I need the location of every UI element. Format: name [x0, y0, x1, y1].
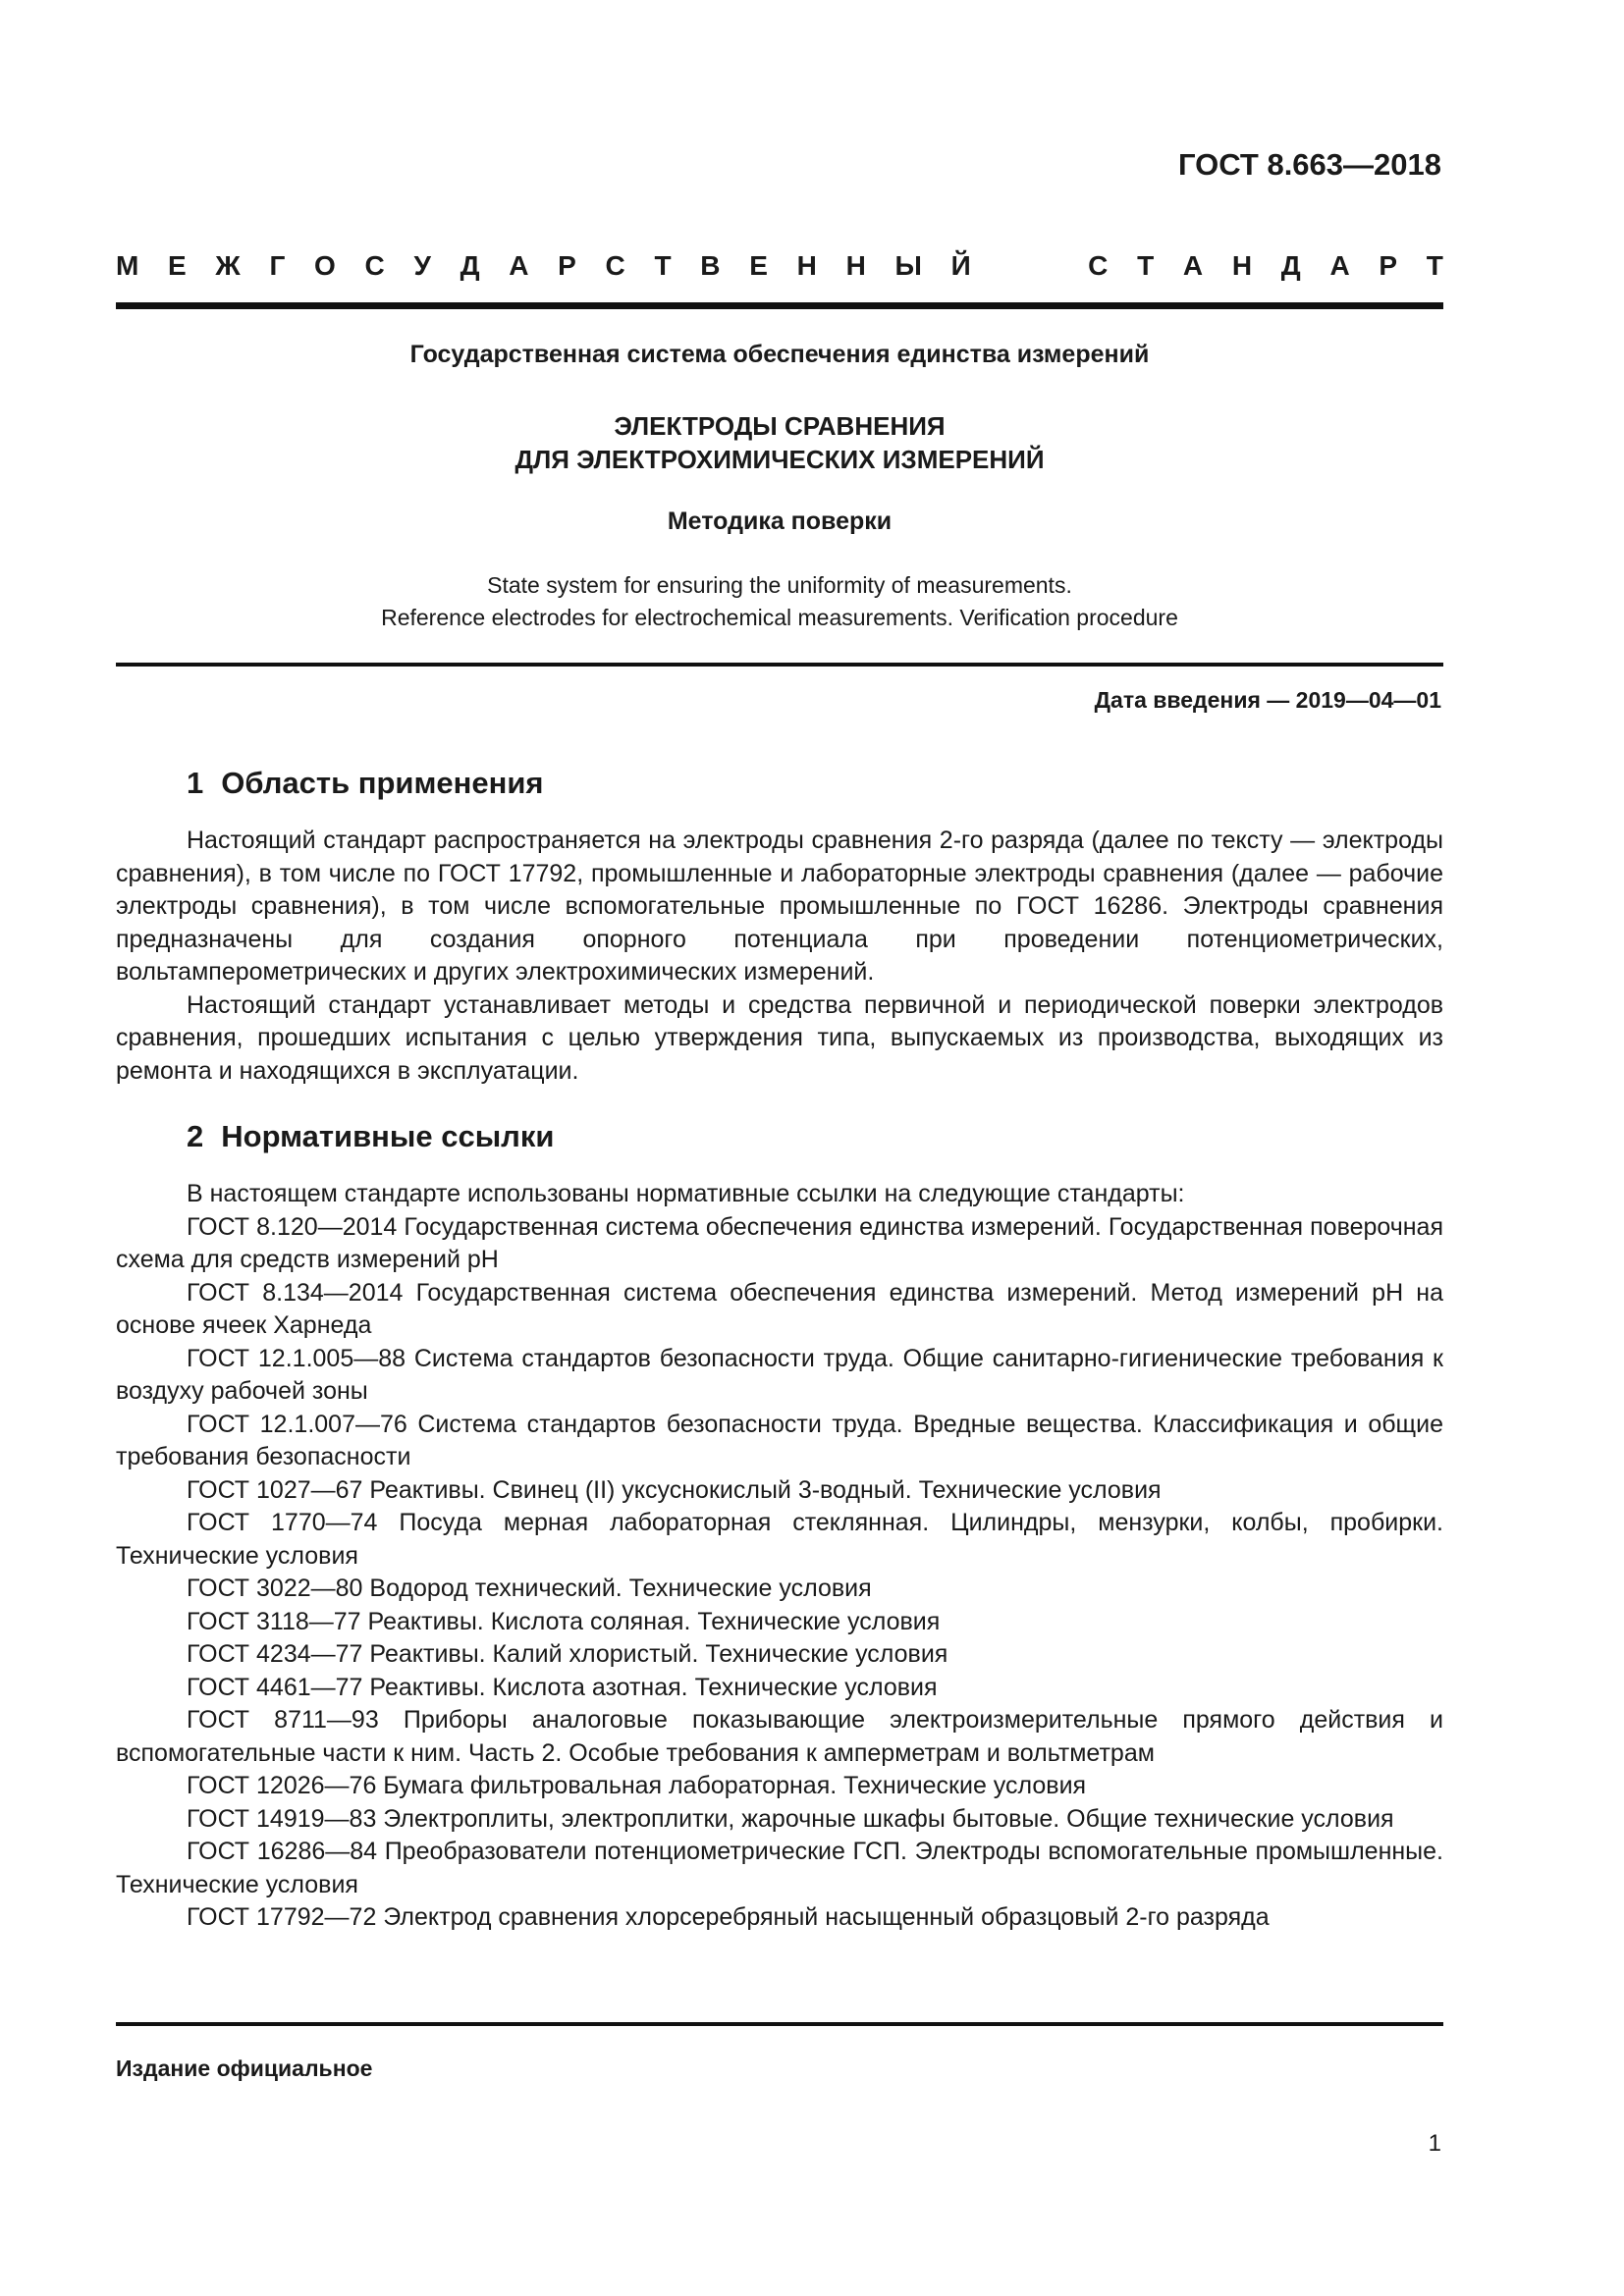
reference-item: ГОСТ 4234—77 Реактивы. Калий хлористый. Технические условия [187, 1640, 948, 1668]
footer-divider [116, 2022, 1443, 2026]
banner-letter: Р [558, 250, 576, 281]
section-2-heading [187, 1119, 554, 1154]
english-title [116, 569, 1443, 634]
reference-item: ГОСТ 4461—77 Реактивы. Кислота азотная. Технические условия [187, 1673, 938, 1701]
reference-item: ГОСТ 12026—76 Бумага фильтровальная лабораторная. Технические условия [187, 1772, 1087, 1799]
banner-letter: Д [1280, 250, 1301, 281]
reference-item: ГОСТ 12.1.005—88 Система стандартов безопасности труда. Общие санитарно-гигиенические требования к воздуху рабочей зоны [116, 1344, 1443, 1405]
banner-gap [1000, 250, 1058, 282]
banner-letter: С [1088, 250, 1109, 281]
banner-letter: Й [950, 250, 971, 281]
banner-letter: Н [796, 250, 817, 281]
banner-letter: Ы [894, 250, 922, 281]
reference-item: ГОСТ 3022—80 Водород технический. Технические условия [187, 1575, 872, 1602]
banner-letter: Е [168, 250, 187, 281]
document-subtitle: Методика поверки [667, 507, 893, 535]
reference-item: ГОСТ 8711—93 Приборы аналоговые показывающие электроизмерительные прямого действия и вспомогательные части к ним. Часть 2. Особые требования к амперметрам и вольтметрам [116, 1706, 1443, 1767]
banner-letter: Д [460, 250, 480, 281]
reference-item: ГОСТ 16286—84 Преобразователи потенциометрические ГСП. Электроды вспомогательные промышленные. Технические условия [116, 1838, 1443, 1898]
reference-item: ГОСТ 17792—72 Электрод сравнения хлорсеребряный насыщенный образцовый 2-го разряда [187, 1903, 1270, 1931]
banner-letter: Е [749, 250, 768, 281]
banner-letter: Т [1137, 250, 1155, 281]
banner-letter: Н [1231, 250, 1253, 281]
banner-letter: У [413, 250, 431, 281]
edition-label: Издание официальное [116, 2056, 373, 2081]
system-title: Государственная система обеспечения единства измерений [409, 341, 1150, 368]
reference-item: ГОСТ 12.1.007—76 Система стандартов безопасности труда. Вредные вещества. Классификация и общие требования безопасности [116, 1410, 1443, 1470]
section-title: Нормативные ссылки [221, 1119, 555, 1153]
reference-item: ГОСТ 8.134—2014 Государственная система обеспечения единства измерений. Метод измерений pH на основе ячеек Харнеда [116, 1278, 1443, 1339]
banner-letter: О [314, 250, 336, 281]
reference-item: ГОСТ 8.120—2014 Государственная система обеспечения единства измерений. Государственная поверочная схема для средств измерений pH [116, 1212, 1443, 1273]
banner-letter: Г [269, 250, 286, 281]
english-title-line-2: Reference electrodes for electrochemical measurements. Verification procedure [381, 605, 1178, 630]
banner-letter: Т [1426, 250, 1443, 281]
document-number: ГОСТ 8.663—2018 [1178, 147, 1441, 182]
interstate-standard-banner [116, 250, 1443, 282]
banner-letter: А [1329, 250, 1350, 281]
section-title: Область применения [221, 766, 544, 800]
paragraph: Настоящий стандарт распространяется на электроды сравнения 2-го разряда (далее по тексту — электроды сравнения), в том числе по ГОСТ 17792, промышленные и лабораторные электроды сравнения (далее — рабочие электроды сравнения), в том числе вспомогательные промышленные по ГОСТ 16286. Электроды сравнения предназначены для создания опорного потенциала при проведении потенциометрических, вольтамперометрических и других электрохимических измерений. [116, 827, 1443, 986]
banner-letter: А [1182, 250, 1204, 281]
banner-letter: А [509, 250, 529, 281]
title-line-1: ЭЛЕКТРОДЫ СРАВНЕНИЯ [614, 411, 946, 441]
introduction-date: Дата введения — 2019—04—01 [1094, 687, 1441, 713]
section-1-heading [187, 766, 544, 801]
banner-letter: Н [845, 250, 866, 281]
banner-letter: С [605, 250, 625, 281]
header-divider [116, 302, 1443, 309]
page-number: 1 [1428, 2130, 1441, 2157]
banner-letter: Ж [215, 250, 241, 281]
reference-item: ГОСТ 3118—77 Реактивы. Кислота соляная. Технические условия [187, 1607, 941, 1635]
title-line-2: ДЛЯ ЭЛЕКТРОХИМИЧЕСКИХ ИЗМЕРЕНИЙ [514, 445, 1045, 474]
reference-item: ГОСТ 1027—67 Реактивы. Свинец (II) уксуснокислый 3-водный. Технические условия [187, 1475, 1162, 1504]
english-title-line-1: State system for ensuring the uniformity of measurements. [487, 572, 1072, 598]
banner-letter: С [364, 250, 385, 281]
reference-item: ГОСТ 1770—74 Посуда мерная лабораторная стеклянная. Цилиндры, мензурки, колбы, пробирки. Технические условия [116, 1509, 1443, 1570]
section-number: 2 [187, 1119, 204, 1153]
references-intro: В настоящем стандарте использованы нормативные ссылки на следующие стандарты: [187, 1180, 1185, 1207]
document-title [116, 409, 1443, 476]
section-2-body [116, 1178, 1443, 1935]
banner-letter: Р [1379, 250, 1398, 281]
banner-letter: М [116, 250, 139, 281]
banner-letter: Т [654, 250, 672, 281]
paragraph: Настоящий стандарт устанавливает методы и средства первичной и периодической поверки электродов сравнения, прошедших испытания с целью утверждения типа, выпускаемых из производства, выходящих из ремонта и находящихся в эксплуатации. [116, 990, 1443, 1085]
banner-letter: В [700, 250, 721, 281]
title-divider [116, 663, 1443, 667]
section-number: 1 [187, 766, 204, 800]
reference-item: ГОСТ 14919—83 Электроплиты, электроплитки, жарочные шкафы бытовые. Общие технические условия [187, 1804, 1394, 1833]
section-1-body [116, 825, 1443, 1088]
